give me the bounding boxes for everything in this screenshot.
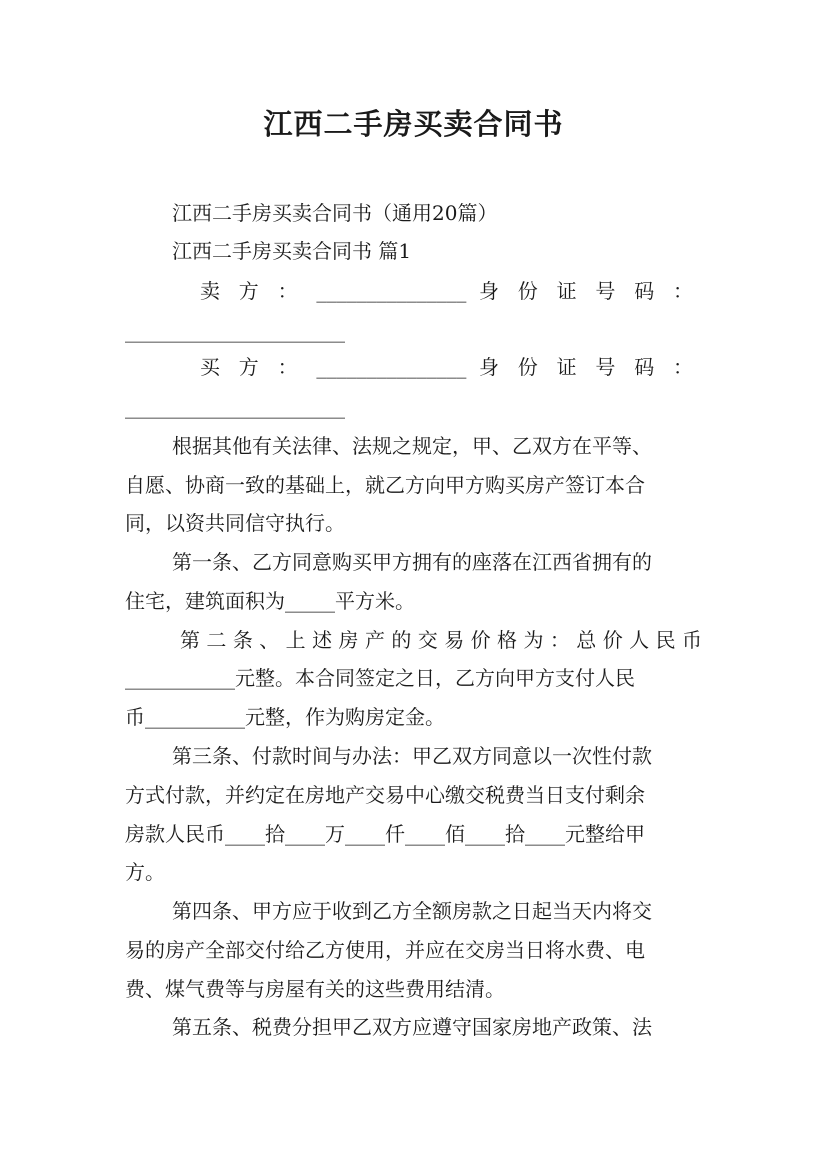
article-4-line: 易的房产全部交付给乙方使用，并应在交房当日将水费、电 (125, 938, 645, 962)
article-1-line: 住宅，建筑面积为_____平方米。 (125, 589, 415, 613)
article-3-line: 方。 (125, 860, 165, 884)
article-3-line: 房款人民币____拾____万____仟____佰____拾____元整给甲 (125, 822, 645, 846)
section-heading: 江西二手房买卖合同书 篇1 (172, 239, 412, 263)
document-title: 江西二手房买卖合同书 (263, 107, 564, 141)
article-2-line: 币__________元整，作为购房定金。 (125, 705, 445, 729)
article-1-line: 第一条、乙方同意购买甲方拥有的座落在江西省拥有的 (172, 550, 652, 574)
article-2-line: 第 二 条 、 上 述 房 产 的 交 易 价 格 为 ： 总 价 人 民 币 (180, 628, 702, 652)
subtitle: 江西二手房买卖合同书（通用20篇） (172, 201, 498, 225)
article-4-line: 第四条、甲方应于收到乙方全额房款之日起当天内将交 (172, 899, 652, 923)
article-3-line: 第三条、付款时间与办法：甲乙双方同意以一次性付款 (172, 744, 652, 768)
seller-line: 卖 方 ： _______________ 身 份 证 号 码 ： (200, 279, 693, 303)
seller-id-blank: ______________________ (125, 319, 345, 343)
paragraph-line: 根据其他有关法律、法规之规定，甲、乙双方在平等、 (172, 434, 652, 458)
buyer-id-blank: ______________________ (125, 395, 345, 419)
article-2-line: ___________元整。本合同签定之日，乙方向甲方支付人民 (125, 666, 635, 690)
buyer-line: 买 方 ： _______________ 身 份 证 号 码 ： (200, 355, 693, 379)
article-5-line: 第五条、税费分担甲乙双方应遵守国家房地产政策、法 (172, 1015, 652, 1039)
article-4-line: 费、煤气费等与房屋有关的这些费用结清。 (125, 977, 505, 1001)
paragraph-line: 同，以资共同信守执行。 (125, 511, 345, 535)
paragraph-line: 自愿、协商一致的基础上，就乙方向甲方购买房产签订本合 (125, 473, 645, 497)
article-3-line: 方式付款，并约定在房地产交易中心缴交税费当日支付剩余 (125, 783, 645, 807)
